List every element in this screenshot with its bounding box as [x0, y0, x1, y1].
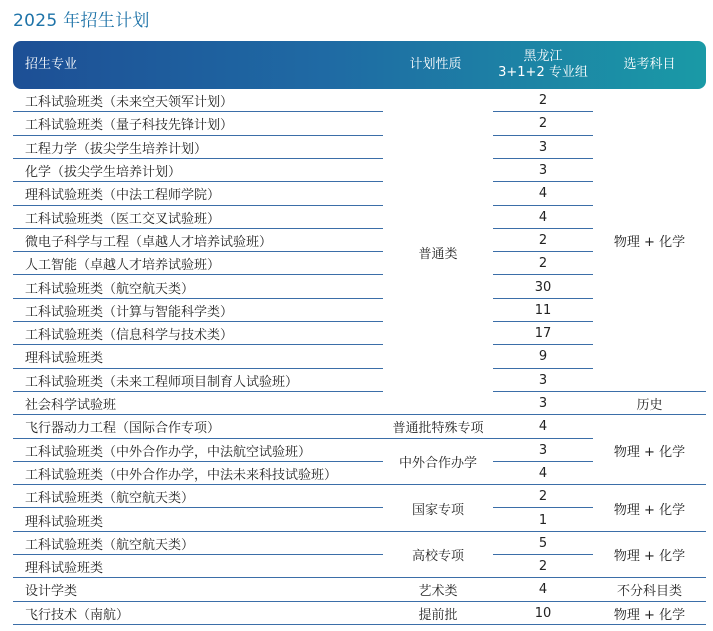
major-name: 飞行器动力工程（国际合作专项）	[25, 421, 221, 437]
major-name: 设计学类	[25, 584, 78, 600]
table-header	[13, 41, 706, 89]
quota-value: 3	[538, 163, 548, 179]
header-elective-subjects: 选考科目	[623, 57, 676, 72]
major-name: 工科试验班类（航空航天类）	[25, 491, 195, 507]
major-name: 工科试验班类（未来空天领军计划）	[25, 95, 234, 111]
quota-value: 9	[538, 349, 548, 365]
major-name: 理科试验班类	[25, 514, 104, 530]
quota-value: 4	[538, 186, 548, 202]
header-heilongjiang-quota	[493, 41, 593, 89]
major-name: 工科试验班类（未来工程师项目制育人试验班）	[25, 374, 299, 390]
plan-nature: 高校专项	[411, 549, 464, 565]
quota-value: 2	[538, 93, 548, 109]
quota-value: 4	[538, 465, 548, 481]
elective-subjects: 物理 + 化学	[613, 549, 686, 565]
elective-subjects: 物理 + 化学	[613, 607, 686, 623]
quota-value: 5	[538, 535, 548, 551]
admission-plan-table	[13, 41, 706, 625]
major-name: 社会科学试验班	[25, 398, 117, 414]
major-name: 理科试验班类（中法工程师学院）	[25, 188, 221, 204]
major-name: 工科试验班类（信息科学与技术类）	[25, 328, 234, 344]
major-name: 工程力学（拔尖学生培养计划）	[25, 141, 208, 157]
plan-nature: 国家专项	[411, 502, 464, 518]
major-name: 理科试验班类	[25, 351, 104, 367]
major-name: 人工智能（卓越人才培养试验班）	[25, 258, 221, 274]
quota-value: 2	[538, 559, 548, 575]
quota-value: 2	[538, 232, 548, 248]
elective-subjects: 不分科目类	[616, 584, 682, 600]
table-body	[13, 89, 706, 625]
elective-subjects: 物理 + 化学	[613, 234, 686, 250]
plan-nature: 中外合作办学	[398, 456, 477, 472]
quota-value: 30	[534, 279, 552, 295]
plan-nature: 艺术类	[418, 584, 458, 600]
major-name: 工科试验班类（中外合作办学，中法航空试验班）	[25, 444, 312, 460]
quota-value: 3	[538, 442, 548, 458]
quota-value: 2	[538, 256, 548, 272]
quota-value: 11	[534, 302, 552, 318]
major-name: 理科试验班类	[25, 561, 104, 577]
quota-value: 3	[538, 372, 548, 388]
plan-nature: 提前批	[418, 607, 458, 623]
major-name: 工科试验班类（航空航天类）	[25, 537, 195, 553]
row-divider	[13, 624, 383, 625]
major-name: 飞行技术（南航）	[25, 607, 130, 623]
header-plan-nature: 计划性质	[409, 57, 462, 72]
quota-value: 2	[538, 489, 548, 505]
quota-value: 4	[538, 419, 548, 435]
quota-value: 17	[534, 326, 552, 342]
elective-subjects: 历史	[636, 398, 663, 414]
plan-nature: 普通批特殊专项	[392, 421, 484, 437]
quota-value: 1	[538, 512, 548, 528]
row-divider	[593, 624, 706, 625]
major-name: 工科试验班类（医工交叉试验班）	[25, 211, 221, 227]
row-divider	[383, 624, 493, 625]
elective-subjects: 物理 + 化学	[613, 502, 686, 518]
major-name: 微电子科学与工程（卓越人才培养试验班）	[25, 234, 273, 250]
quota-value: 3	[538, 396, 548, 412]
plan-nature: 普通类	[418, 246, 458, 262]
major-name: 工科试验班类（航空航天类）	[25, 281, 195, 297]
major-name: 工科试验班类（量子科技先锋计划）	[25, 118, 234, 134]
quota-value: 3	[538, 139, 548, 155]
quota-value: 4	[538, 209, 548, 225]
row-divider	[493, 624, 593, 625]
quota-value: 10	[534, 605, 552, 621]
elective-subjects: 物理 + 化学	[613, 444, 686, 460]
header-quota-region: 黑龙江	[523, 49, 563, 64]
major-name: 化学（拔尖学生培养计划）	[25, 165, 182, 181]
header-quota-group: 3+1+2 专业组	[498, 65, 588, 80]
quota-value: 4	[538, 582, 548, 598]
quota-value: 2	[538, 116, 548, 132]
major-name: 工科试验班类（中外合作办学，中法未来科技试验班）	[25, 467, 338, 483]
header-major: 招生专业	[25, 57, 78, 72]
major-name: 工科试验班类（计算与智能科学类）	[25, 304, 234, 320]
page-title: 2025 年招生计划	[13, 11, 150, 31]
